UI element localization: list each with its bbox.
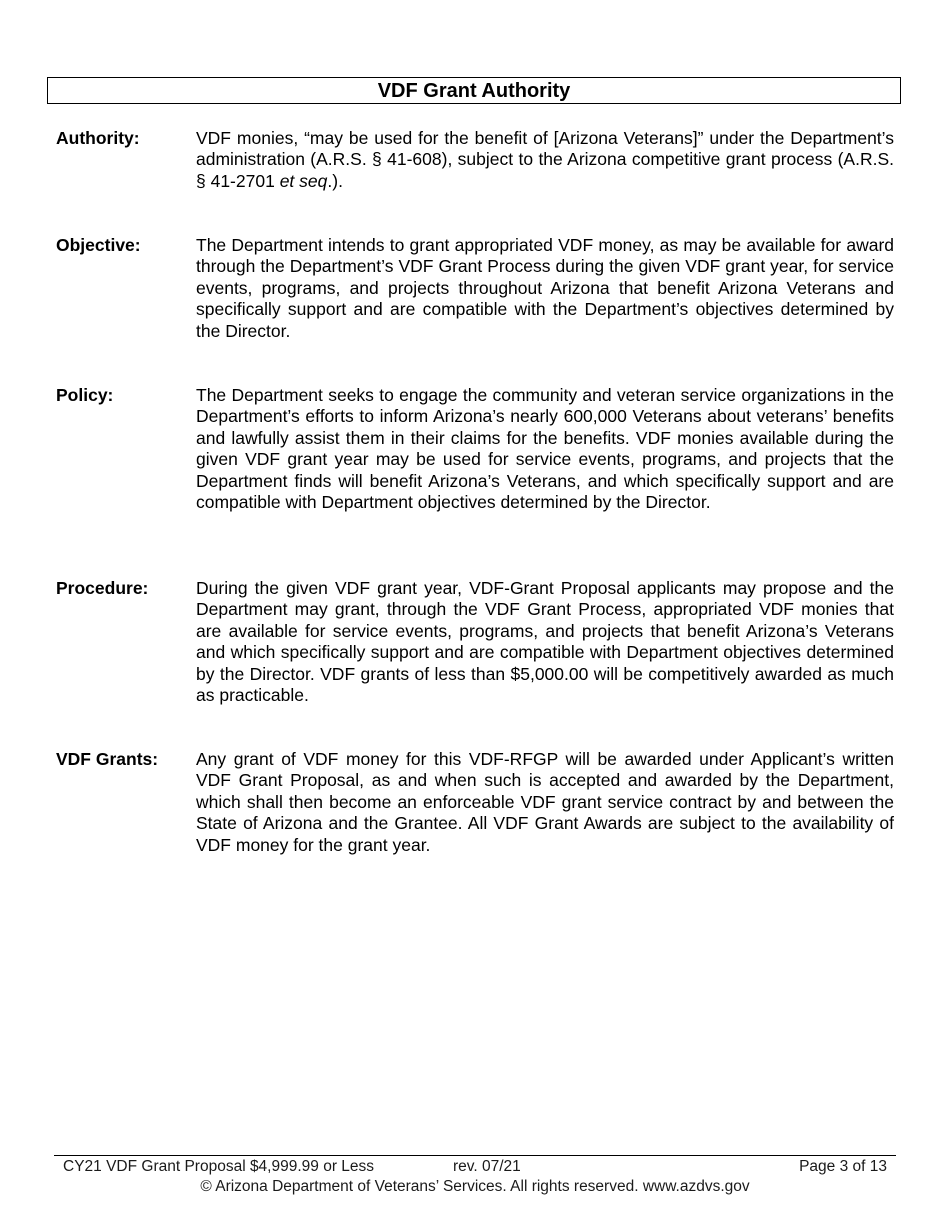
section-text — [196, 128, 894, 192]
footer-page-number: Page 3 of 13 — [799, 1158, 887, 1175]
section-text-part: .). — [327, 170, 343, 191]
footer-row — [54, 1156, 896, 1176]
section-text: The Department seeks to engage the community and veteran service organizations in the Department’s efforts to inform Arizona’s nearly 600,000 Veterans about veterans’ benefits and lawfully assist them in their claims for the benefits. VDF monies available during the given VDF grant year may be used for service events, programs, and projects that the Department finds will benefit Arizona’s Veterans, and which specifically support and are compatible with Department objectives determined by the Director. — [196, 385, 894, 513]
section-label: Policy: — [56, 385, 114, 405]
section-text-italic: et seq — [279, 170, 328, 191]
section-label: Objective: — [56, 235, 141, 255]
footer-doc-title: CY21 VDF Grant Proposal $4,999.99 or Less — [63, 1158, 375, 1175]
footer-revision: rev. 07/21 — [453, 1158, 521, 1175]
section-text-part: VDF monies, “may be used for the benefit of [Arizona Veterans]” under the Department’s administration (A.R.S. § 41-608), subject to the Arizona competitive grant process (A.R.S. § 41-2701 — [196, 128, 894, 191]
section-text: During the given VDF grant year, VDF-Grant Proposal applicants may propose and the Department may grant, through the VDF Grant Process, appropriated VDF monies that are available for service events, programs, and projects that benefit Arizona’s Veterans and which specifically support and are compatible with Department objectives determined by the Director. VDF grants of less than $5,000.00 will be competitively awarded as much as practicable. — [196, 578, 894, 706]
section-text: Any grant of VDF money for this VDF-RFGP will be awarded under Applicant’s written VDF Grant Proposal, as and when such is accepted and awarded by the Department, which shall then become an enforceable VDF grant service contract by and between the State of Arizona and the Grantee. All VDF Grant Awards are subject to the availability of VDF money for the grant year. — [196, 749, 894, 855]
footer-copyright: © Arizona Department of Veterans’ Services. All rights reserved. www.azdvs.gov — [200, 1178, 750, 1195]
page-footer — [54, 1155, 896, 1197]
section-label: Procedure: — [56, 578, 149, 598]
section-text: The Department intends to grant appropriated VDF money, as may be available for award through the Department’s VDF Grant Process during the given VDF grant year, for service events, programs, and projects throughout Arizona that benefit Arizona Veterans and specifically support and are compatible with the Department’s objectives determined by the Director. — [196, 235, 894, 341]
section-label: Authority: — [56, 128, 140, 148]
section-label: VDF Grants: — [56, 749, 159, 769]
page-title: VDF Grant Authority — [47, 77, 901, 104]
